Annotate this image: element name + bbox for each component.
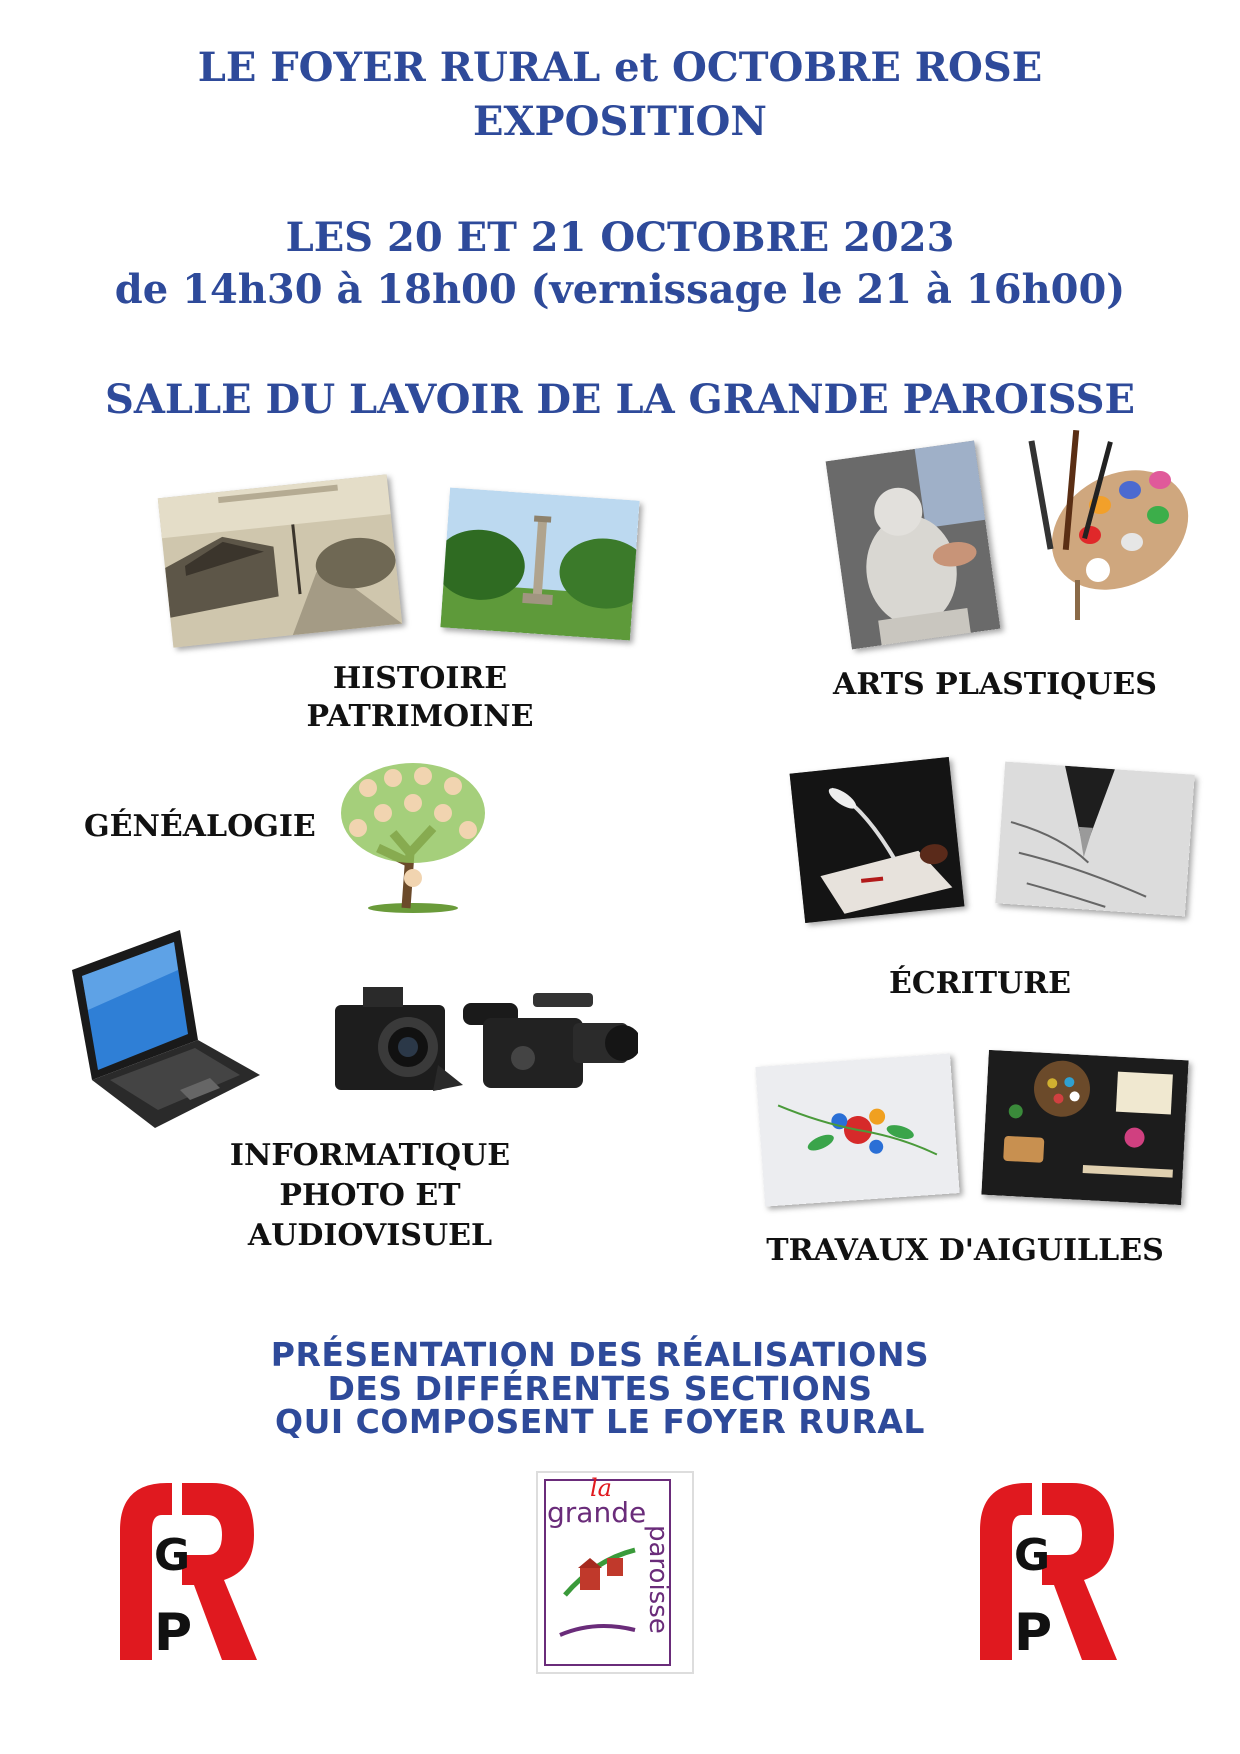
vintage-camera-image xyxy=(333,985,463,1095)
patrimoine-label: PATRIMOINE xyxy=(306,699,534,734)
la-grande-paroisse-logo xyxy=(535,1470,695,1675)
venue-line: SALLE DU LAVOIR DE LA GRANDE PAROISSE xyxy=(104,376,1136,423)
fgpr-g-letter: G xyxy=(1014,1530,1051,1581)
logo-la-text: la xyxy=(590,1474,612,1502)
title-line-1: LE FOYER RURAL et OCTOBRE ROSE xyxy=(197,44,1043,91)
embroidery-photo xyxy=(755,1053,959,1206)
footer-line-1: PRÉSENTATION DES RÉALISATIONS xyxy=(270,1335,930,1374)
title-line-2: EXPOSITION xyxy=(473,98,767,145)
paint-palette-image xyxy=(1020,430,1190,620)
genealogie-label: GÉNÉALOGIE xyxy=(84,809,316,844)
fgpr-p-letter: P xyxy=(1014,1603,1053,1663)
fgpr-g-letter: G xyxy=(154,1530,191,1581)
laptop-image xyxy=(70,930,270,1130)
informatique-label: INFORMATIQUE xyxy=(229,1138,511,1173)
ecriture-label: ÉCRITURE xyxy=(889,966,1071,1001)
video-camcorder-image xyxy=(463,988,638,1098)
fgpr-logo-left xyxy=(112,1475,262,1665)
hours-line: de 14h30 à 18h00 (vernissage le 21 à 16h00) xyxy=(114,266,1126,313)
logo-grande-text: grande xyxy=(547,1496,647,1529)
audiovisuel-label: AUDIOVISUEL xyxy=(247,1218,493,1253)
family-tree-image xyxy=(338,758,488,913)
sculpture-photo xyxy=(826,440,1001,649)
fountain-pen-writing-photo xyxy=(995,762,1194,917)
logo-paroisse-text: paroisse xyxy=(643,1525,673,1634)
quill-pen-photo xyxy=(790,757,965,923)
fgpr-logo-right xyxy=(972,1475,1122,1665)
footer-line-3: QUI COMPOSENT LE FOYER RURAL xyxy=(275,1402,925,1441)
arts-plastiques-label: ARTS PLASTIQUES xyxy=(833,667,1157,702)
photo-et-label: PHOTO ET xyxy=(279,1178,461,1213)
monument-park-photo xyxy=(440,488,639,641)
travaux-aiguilles-label: TRAVAUX D'AIGUILLES xyxy=(766,1233,1164,1268)
sewing-kit-photo xyxy=(981,1050,1188,1205)
old-postcard-photo xyxy=(158,474,402,647)
footer-line-2: DES DIFFÉRENTES SECTIONS xyxy=(327,1369,873,1408)
fgpr-p-letter: P xyxy=(154,1603,193,1663)
dates-line: LES 20 ET 21 OCTOBRE 2023 xyxy=(285,214,955,261)
histoire-label: HISTOIRE xyxy=(332,661,508,696)
